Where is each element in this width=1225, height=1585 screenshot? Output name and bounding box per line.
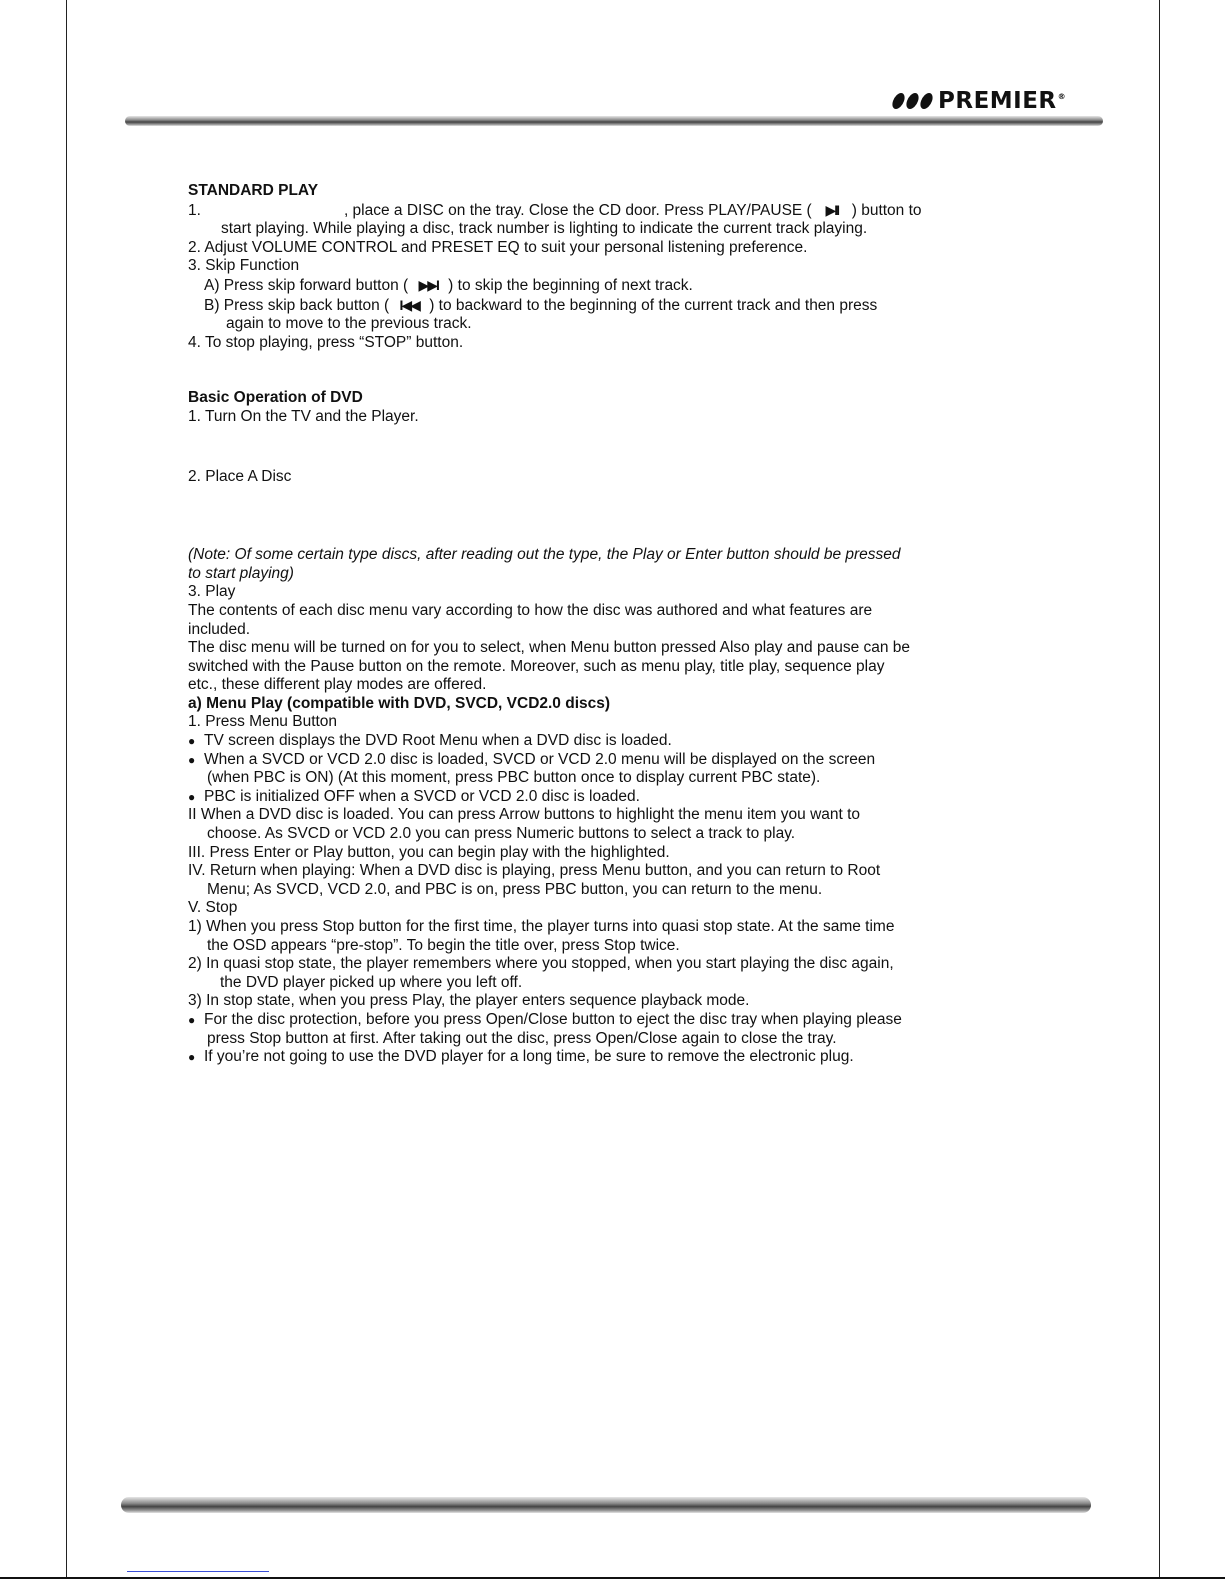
text-line: 3. Skip Function [188, 257, 300, 275]
text-line: included. [188, 620, 251, 638]
text-line: The disc menu will be turned on for you to select, when Menu button pressed Also play and pause can be [188, 639, 911, 657]
document-body [188, 182, 1038, 1067]
text-line: etc., these different play modes are offered. [188, 676, 487, 694]
page-border-right [1159, 0, 1160, 1578]
text-line: start playing. While playing a disc, track number is lighting to indicate the current track playing. [221, 220, 868, 238]
bullet-line: ● When a SVCD or VCD 2.0 disc is loaded, SVCD or VCD 2.0 menu will be displayed on the screen [188, 750, 876, 768]
page-border-bottom [0, 1577, 1225, 1579]
bullet-line: ● If you’re not going to use the DVD player for a long time, be sure to remove the electronic plug. [188, 1048, 854, 1066]
play-pause-icon: ▶II [825, 201, 838, 218]
text-line: II When a DVD disc is loaded. You can press Arrow buttons to highlight the menu item you want to [188, 806, 861, 824]
bullet-icon: ● [188, 789, 196, 804]
note-line: to start playing) [188, 564, 294, 582]
bullet-icon: ● [188, 1050, 196, 1065]
bullet-icon: ● [188, 1012, 196, 1027]
footer-link-underline[interactable] [127, 1571, 269, 1572]
text-line: 1. Press Menu Button [188, 713, 338, 731]
bullet-line: ● For the disc protection, before you press Open/Close button to eject the disc tray when playing please [188, 1010, 902, 1028]
text-line: 1. Turn On the TV and the Player. [188, 407, 419, 425]
text-line: 1. , place a DISC on the tray. Close the CD door. Press PLAY/PAUSE ( ▶II ) button to [188, 201, 922, 219]
text-line: V. Stop [188, 899, 238, 917]
text-line: 2. Place A Disc [188, 467, 292, 485]
brand-dots-icon [893, 93, 932, 109]
bullet-icon: ● [188, 734, 196, 749]
header-rule [125, 116, 1103, 126]
text-line: 4. To stop playing, press “STOP” button. [188, 333, 464, 351]
text-line: III. Press Enter or Play button, you can begin play with the highlighted. [188, 843, 670, 861]
note-line: (Note: Of some certain type discs, after reading out the type, the Play or Enter button should be pressed [188, 546, 901, 564]
bullet-icon: ● [188, 752, 196, 767]
section-heading-standard-play: STANDARD PLAY [188, 182, 319, 199]
text-line: Menu; As SVCD, VCD 2.0, and PBC is on, press PBC button, you can return to the menu. [207, 880, 823, 898]
footer-rule [121, 1497, 1091, 1513]
text-line: 2. Adjust VOLUME CONTROL and PRESET EQ to suit your personal listening preference. [188, 238, 808, 256]
text-line: 3. Play [188, 583, 236, 601]
skip-back-icon: I◀◀ [399, 296, 419, 313]
text-line: 2) In quasi stop state, the player remembers where you stopped, when you start playing the disc again, [188, 955, 894, 973]
text-line: choose. As SVCD or VCD 2.0 you can press Numeric buttons to select a track to play. [207, 825, 796, 843]
skip-forward-icon: ▶▶I [418, 276, 438, 293]
text-line: the DVD player picked up where you left off. [220, 973, 523, 991]
text-line: A) Press skip forward button ( ▶▶I ) to skip the beginning of next track. [204, 276, 693, 294]
text-line: 1) When you press Stop button for the first time, the player turns into quasi stop state. At the same time [188, 918, 895, 935]
brand-logo [893, 88, 1066, 114]
text-line: switched with the Pause button on the remote. Moreover, such as menu play, title play, sequence play [188, 657, 885, 675]
text-line: again to move to the previous track. [226, 315, 472, 333]
text-line: B) Press skip back button ( I◀◀ ) to backward to the beginning of the current track and then press [204, 296, 878, 314]
bullet-line: ● TV screen displays the DVD Root Menu when a DVD disc is loaded. [188, 732, 672, 750]
bullet-line: ● PBC is initialized OFF when a SVCD or VCD 2.0 disc is loaded. [188, 787, 640, 805]
text-line: the OSD appears “pre-stop”. To begin the title over, press Stop twice. [207, 936, 680, 954]
text-line: (when PBC is ON) (At this moment, press PBC button once to display current PBC state). [207, 769, 821, 787]
text-line: 3) In stop state, when you press Play, the player enters sequence playback mode. [188, 992, 750, 1010]
page-border-left [66, 0, 67, 1578]
brand-wordmark: PREMIER® [938, 87, 1067, 114]
subsection-heading-menu-play: a) Menu Play (compatible with DVD, SVCD, VCD2.0 discs) [188, 694, 611, 712]
section-heading-dvd: Basic Operation of DVD [188, 389, 363, 407]
text-line: press Stop button at first. After taking out the disc, press Open/Close again to close the tray. [207, 1029, 837, 1047]
text-line: IV. Return when playing: When a DVD disc is playing, press Menu button, and you can return to Root [188, 862, 881, 880]
text-line: The contents of each disc menu vary according to how the disc was authored and what features are [188, 601, 873, 619]
